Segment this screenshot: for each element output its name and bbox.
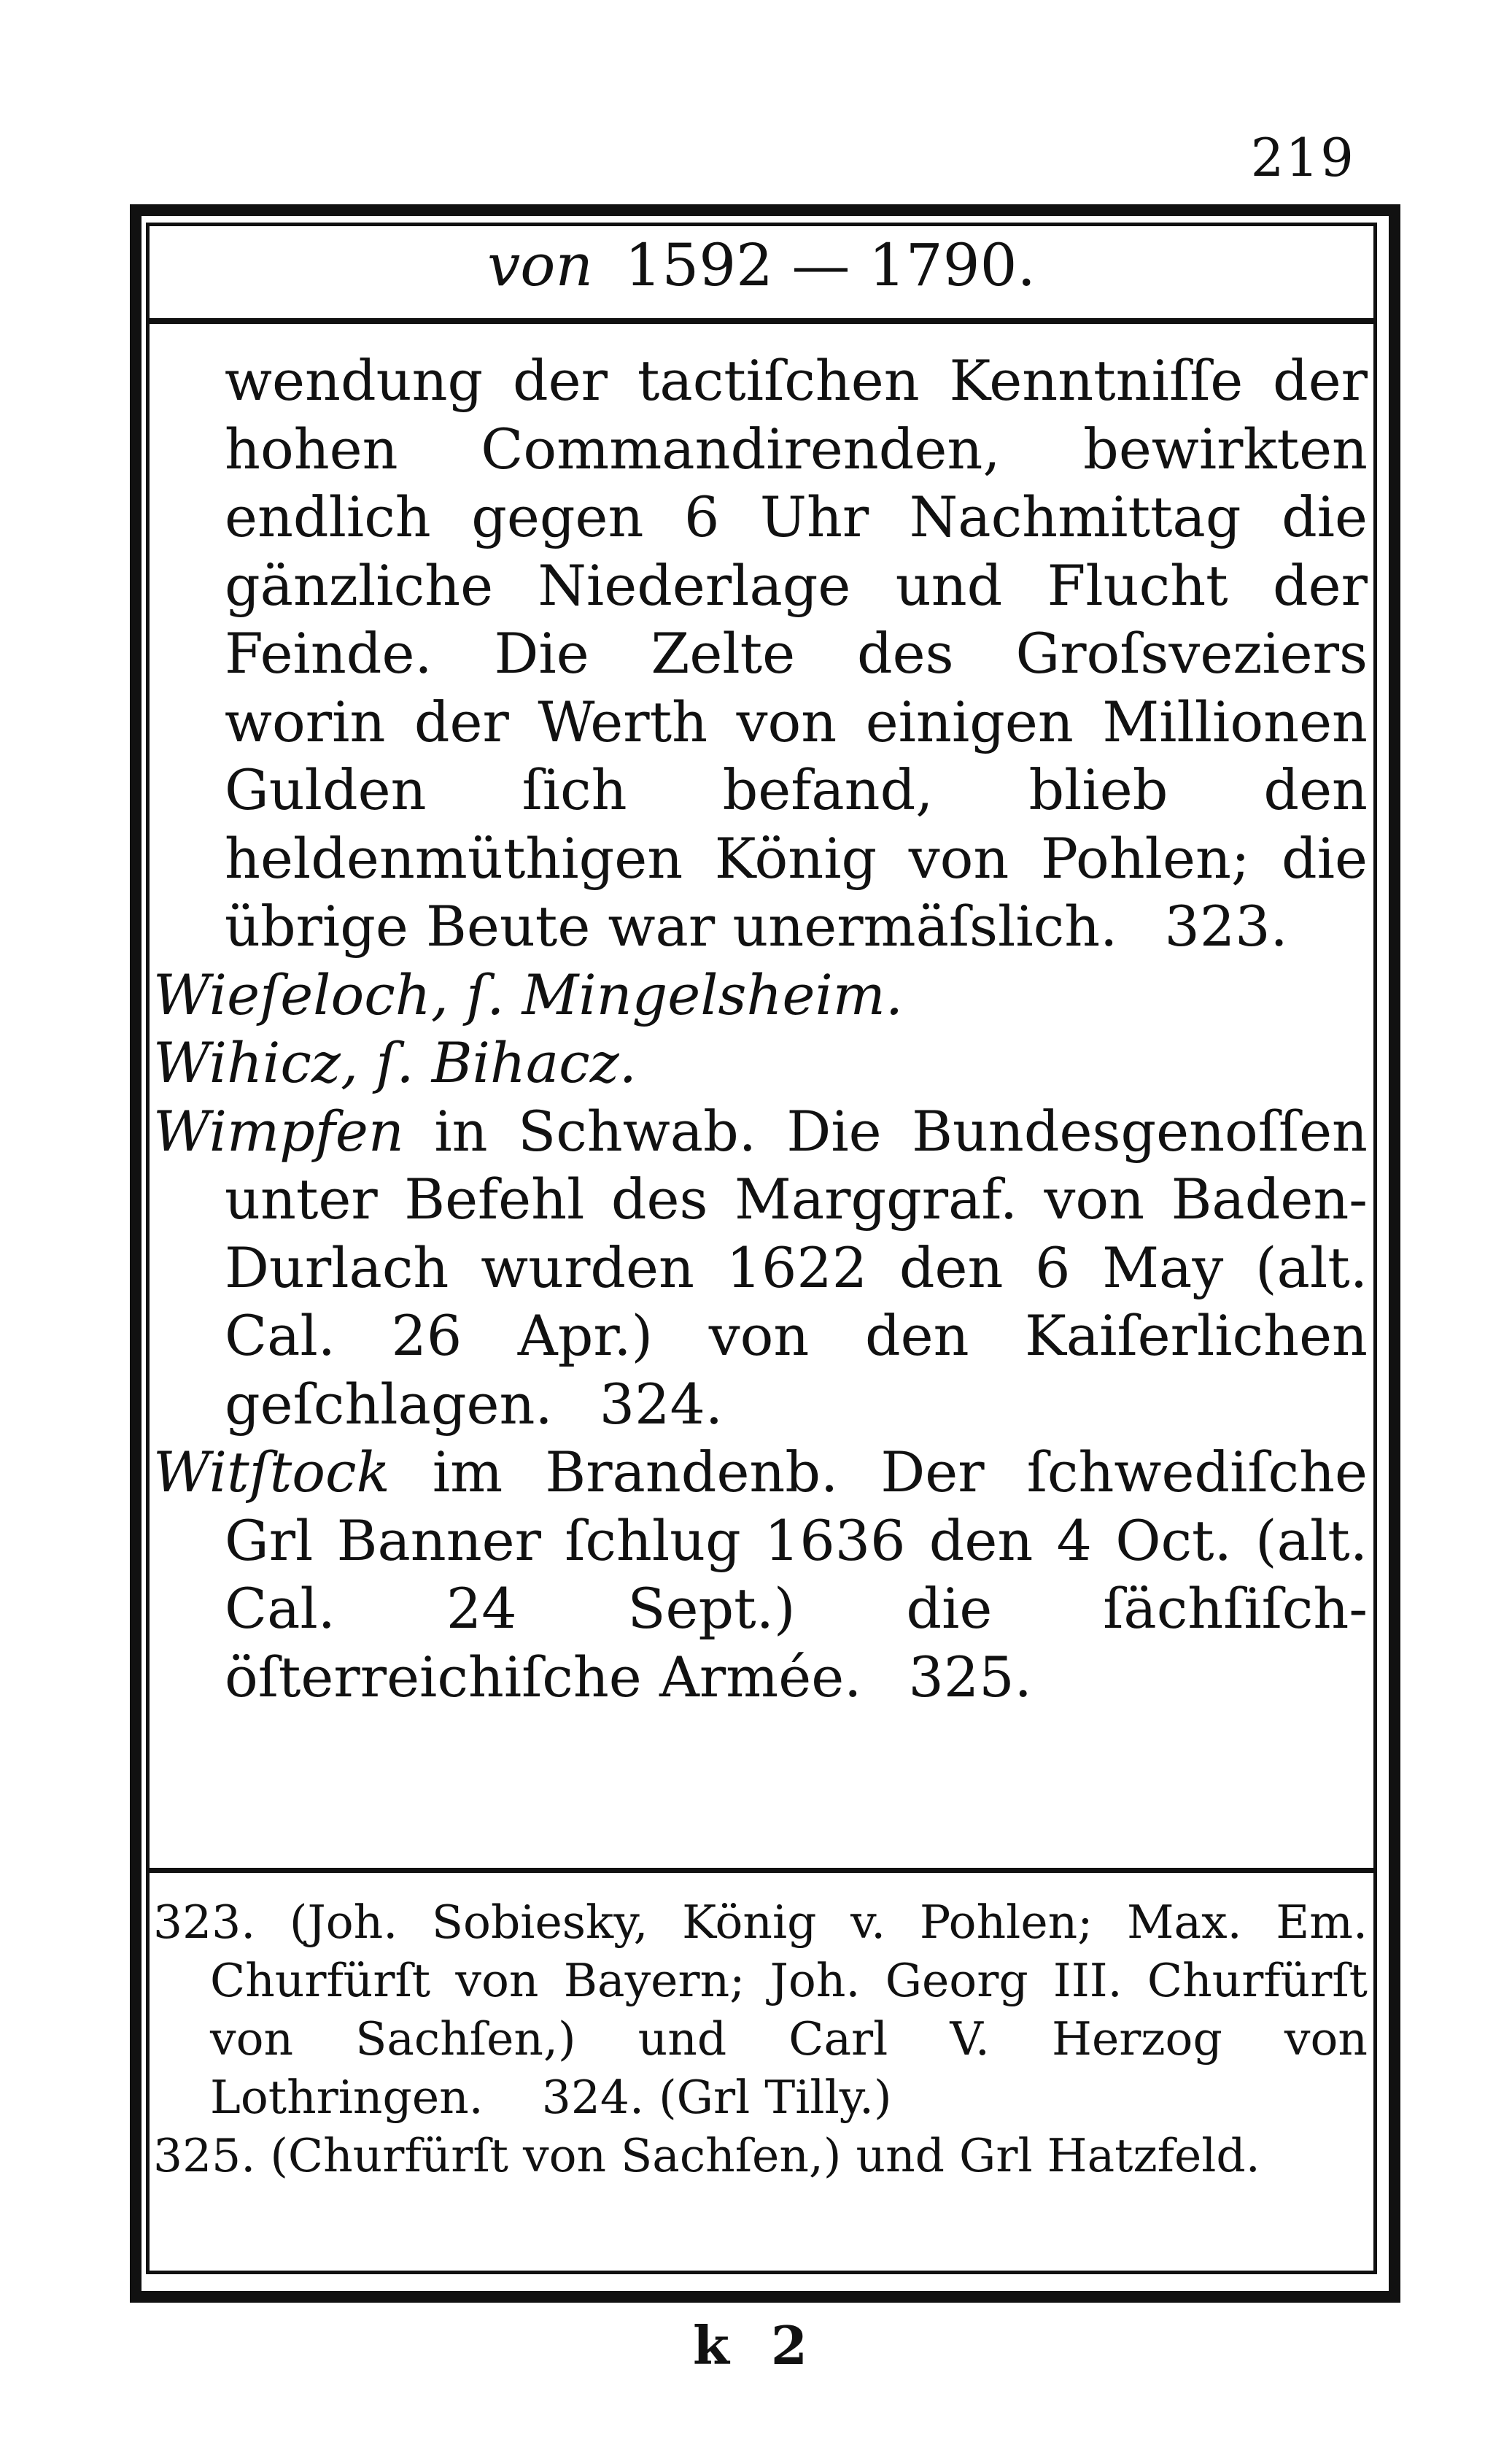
entry-text: im Brandenb. Der ſchwediſche Grl Banner ſchlug 1636 den 4 Oct. (alt. Cal. 24 Sept.) die ſächſiſch-öſterreichiſche Armée.: [225, 1440, 1368, 1709]
running-head-von: von: [487, 231, 593, 299]
entry-ref: 325.: [908, 1644, 1032, 1709]
running-head-range: 1592 — 1790.: [624, 231, 1036, 299]
entry-wihicz: [153, 1029, 1368, 1097]
footnote-323: [153, 1893, 1368, 2127]
entry-text-italic: , ſ. Mingelsheim.: [430, 962, 903, 1027]
continuation-paragraph: [153, 347, 1368, 961]
page-number: 219: [1250, 127, 1355, 188]
footnote-text: (Churfürſt von Sachſen,) und Grl Hatzfeld.: [270, 2129, 1260, 2182]
entry-wimpfen: [153, 1097, 1368, 1439]
main-text: [153, 347, 1368, 1711]
entry-keyword: Wieſeloch: [153, 962, 431, 1027]
footnote-inline-number: 324.: [541, 2071, 645, 2124]
entry-keyword: Witſtock: [153, 1440, 390, 1504]
continuation-ref: 323.: [1164, 894, 1288, 959]
footnote-rule: [150, 1868, 1373, 1873]
footnotes: [153, 1893, 1368, 2185]
entry-witstock: [153, 1438, 1368, 1711]
footnote-text: (Joh. Sobiesky, König v. Pohlen; Max. Em. Churfürſt von Bayern; Joh. Georg III. Churfürſt von Sachſen,) und Carl V. Herzog von Lothringen.: [210, 1896, 1368, 2124]
entry-wieseloch: [153, 961, 1368, 1029]
entry-ref: 324.: [599, 1371, 724, 1437]
entry-keyword: Wihicz: [153, 1030, 341, 1095]
footnote-number: 325.: [153, 2129, 256, 2182]
running-head: [146, 233, 1377, 298]
continuation-text: wendung der tactiſchen Kenntniſſe der hohen Commandirenden, bewirkten endlich gegen 6 Uhr Nachmittag die gänzliche Niederlage und Flucht der Feinde. Die Zelte des Groſsveziers worin der Werth von einigen Millionen Gulden ſich befand, blieb den heldenmüthigen König von Pohlen; die übrige Beute war unermäſslich.: [225, 348, 1368, 959]
footnote-325: [153, 2127, 1368, 2185]
entry-text: in Schwab. Die Bundesgenoſſen unter Befehl des Marggraf. von Baden-Durlach wurden 1622 den 6 May (alt. Cal. 26 Apr.) von den Kaiſerlichen geſchlagen.: [225, 1098, 1368, 1437]
footnote-inline: [542, 2071, 892, 2124]
signature-mark: k 2: [692, 2314, 820, 2376]
entry-keyword: Wimpfen: [153, 1098, 404, 1164]
footnote-number: 323.: [153, 1896, 256, 1949]
footnote-inline-text: (Grl Tilly.): [659, 2071, 892, 2124]
head-rule: [150, 318, 1373, 324]
entry-text-italic: , ſ. Bihacz.: [340, 1030, 637, 1095]
